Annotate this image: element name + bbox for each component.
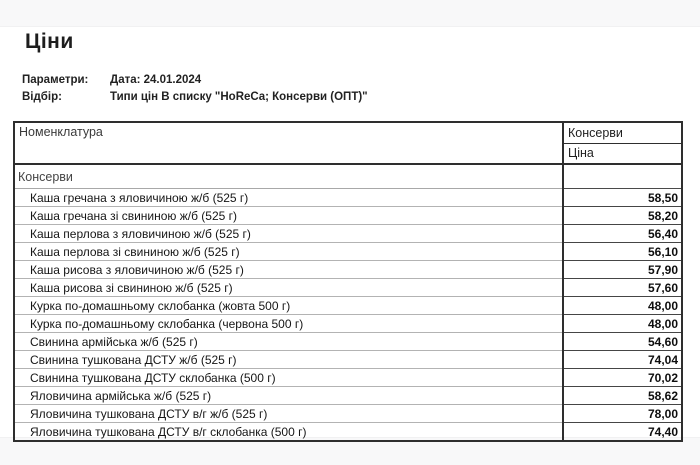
item-name: Яловичина тушкована ДСТУ в/г склобанка (500 г) xyxy=(30,424,307,439)
item-price: 57,90 xyxy=(563,261,682,279)
item-name: Каша гречана зі свининою ж/б (525 г) xyxy=(14,207,563,225)
item-name: Свинина армійська ж/б (525 г) xyxy=(14,333,563,351)
item-price: 57,60 xyxy=(563,279,682,297)
item-price: 48,00 xyxy=(563,315,682,333)
price-table xyxy=(13,121,683,442)
header-price-label: Ціна xyxy=(563,143,682,164)
item-name: Курка по-домашньому склобанка (жовта 500 г) xyxy=(14,297,563,315)
item-price: 54,60 xyxy=(563,333,682,351)
table-row xyxy=(14,207,682,225)
page-title: Ціни xyxy=(25,30,74,53)
item-name: Свинина тушкована ДСТУ склобанка (500 г) xyxy=(14,369,563,387)
item-price: 70,02 xyxy=(563,369,682,387)
item-name: Каша перлова зі свининою ж/б (525 г) xyxy=(14,243,563,261)
header-price-type: Консерви xyxy=(563,122,682,143)
table-row xyxy=(14,189,682,207)
item-name: Каша рисова з яловичиною ж/б (525 г) xyxy=(14,261,563,279)
item-price: 78,00 xyxy=(563,405,682,423)
item-price: 74,40 xyxy=(563,423,682,442)
item-name: Каша перлова з яловичиною ж/б (525 г) xyxy=(14,225,563,243)
item-price: 74,04 xyxy=(563,351,682,369)
table-row xyxy=(14,243,682,261)
table-row xyxy=(14,351,682,369)
item-name: Свинина тушкована ДСТУ ж/б (525 г) xyxy=(14,351,563,369)
report-parameters xyxy=(22,72,368,106)
item-price: 58,20 xyxy=(563,207,682,225)
table-row xyxy=(14,333,682,351)
item-name: Каша гречана з яловичиною ж/б (525 г) xyxy=(14,189,563,207)
table-row xyxy=(14,369,682,387)
param-value-date: Дата: 24.01.2024 xyxy=(110,74,202,86)
table-row xyxy=(14,261,682,279)
param-label-parameters: Параметри: xyxy=(22,74,89,86)
param-row-parameters xyxy=(22,72,368,89)
table-row xyxy=(14,279,682,297)
price-table-header xyxy=(14,122,682,164)
param-row-filter xyxy=(22,89,368,106)
table-row xyxy=(14,315,682,333)
table-row xyxy=(14,387,682,405)
header-nomenclature: Номенклатура xyxy=(14,122,563,164)
item-name: Яловичина тушкована ДСТУ в/г ж/б (525 г) xyxy=(14,405,563,423)
item-price: 56,10 xyxy=(563,243,682,261)
price-table-body xyxy=(14,164,682,441)
item-name: Яловичина армійська ж/б (525 г) xyxy=(14,387,563,405)
table-row xyxy=(14,423,682,442)
table-row xyxy=(14,225,682,243)
item-price: 48,00 xyxy=(563,297,682,315)
item-price: 58,50 xyxy=(563,189,682,207)
table-row xyxy=(14,297,682,315)
item-price: 58,62 xyxy=(563,387,682,405)
table-row xyxy=(14,405,682,423)
group-label: Консерви xyxy=(14,164,563,189)
group-price-cell xyxy=(563,164,682,189)
item-name: Каша рисова зі свининою ж/б (525 г) xyxy=(14,279,563,297)
param-value-price-types: Типи цін В списку "HoReCa; Консерви (ОПТ)" xyxy=(110,91,368,103)
param-label-filter: Відбір: xyxy=(22,91,62,103)
scan-band-top xyxy=(0,0,700,27)
group-row-conservy xyxy=(14,164,682,189)
item-price: 56,40 xyxy=(563,225,682,243)
item-name: Курка по-домашньому склобанка (червона 500 г) xyxy=(14,315,563,333)
